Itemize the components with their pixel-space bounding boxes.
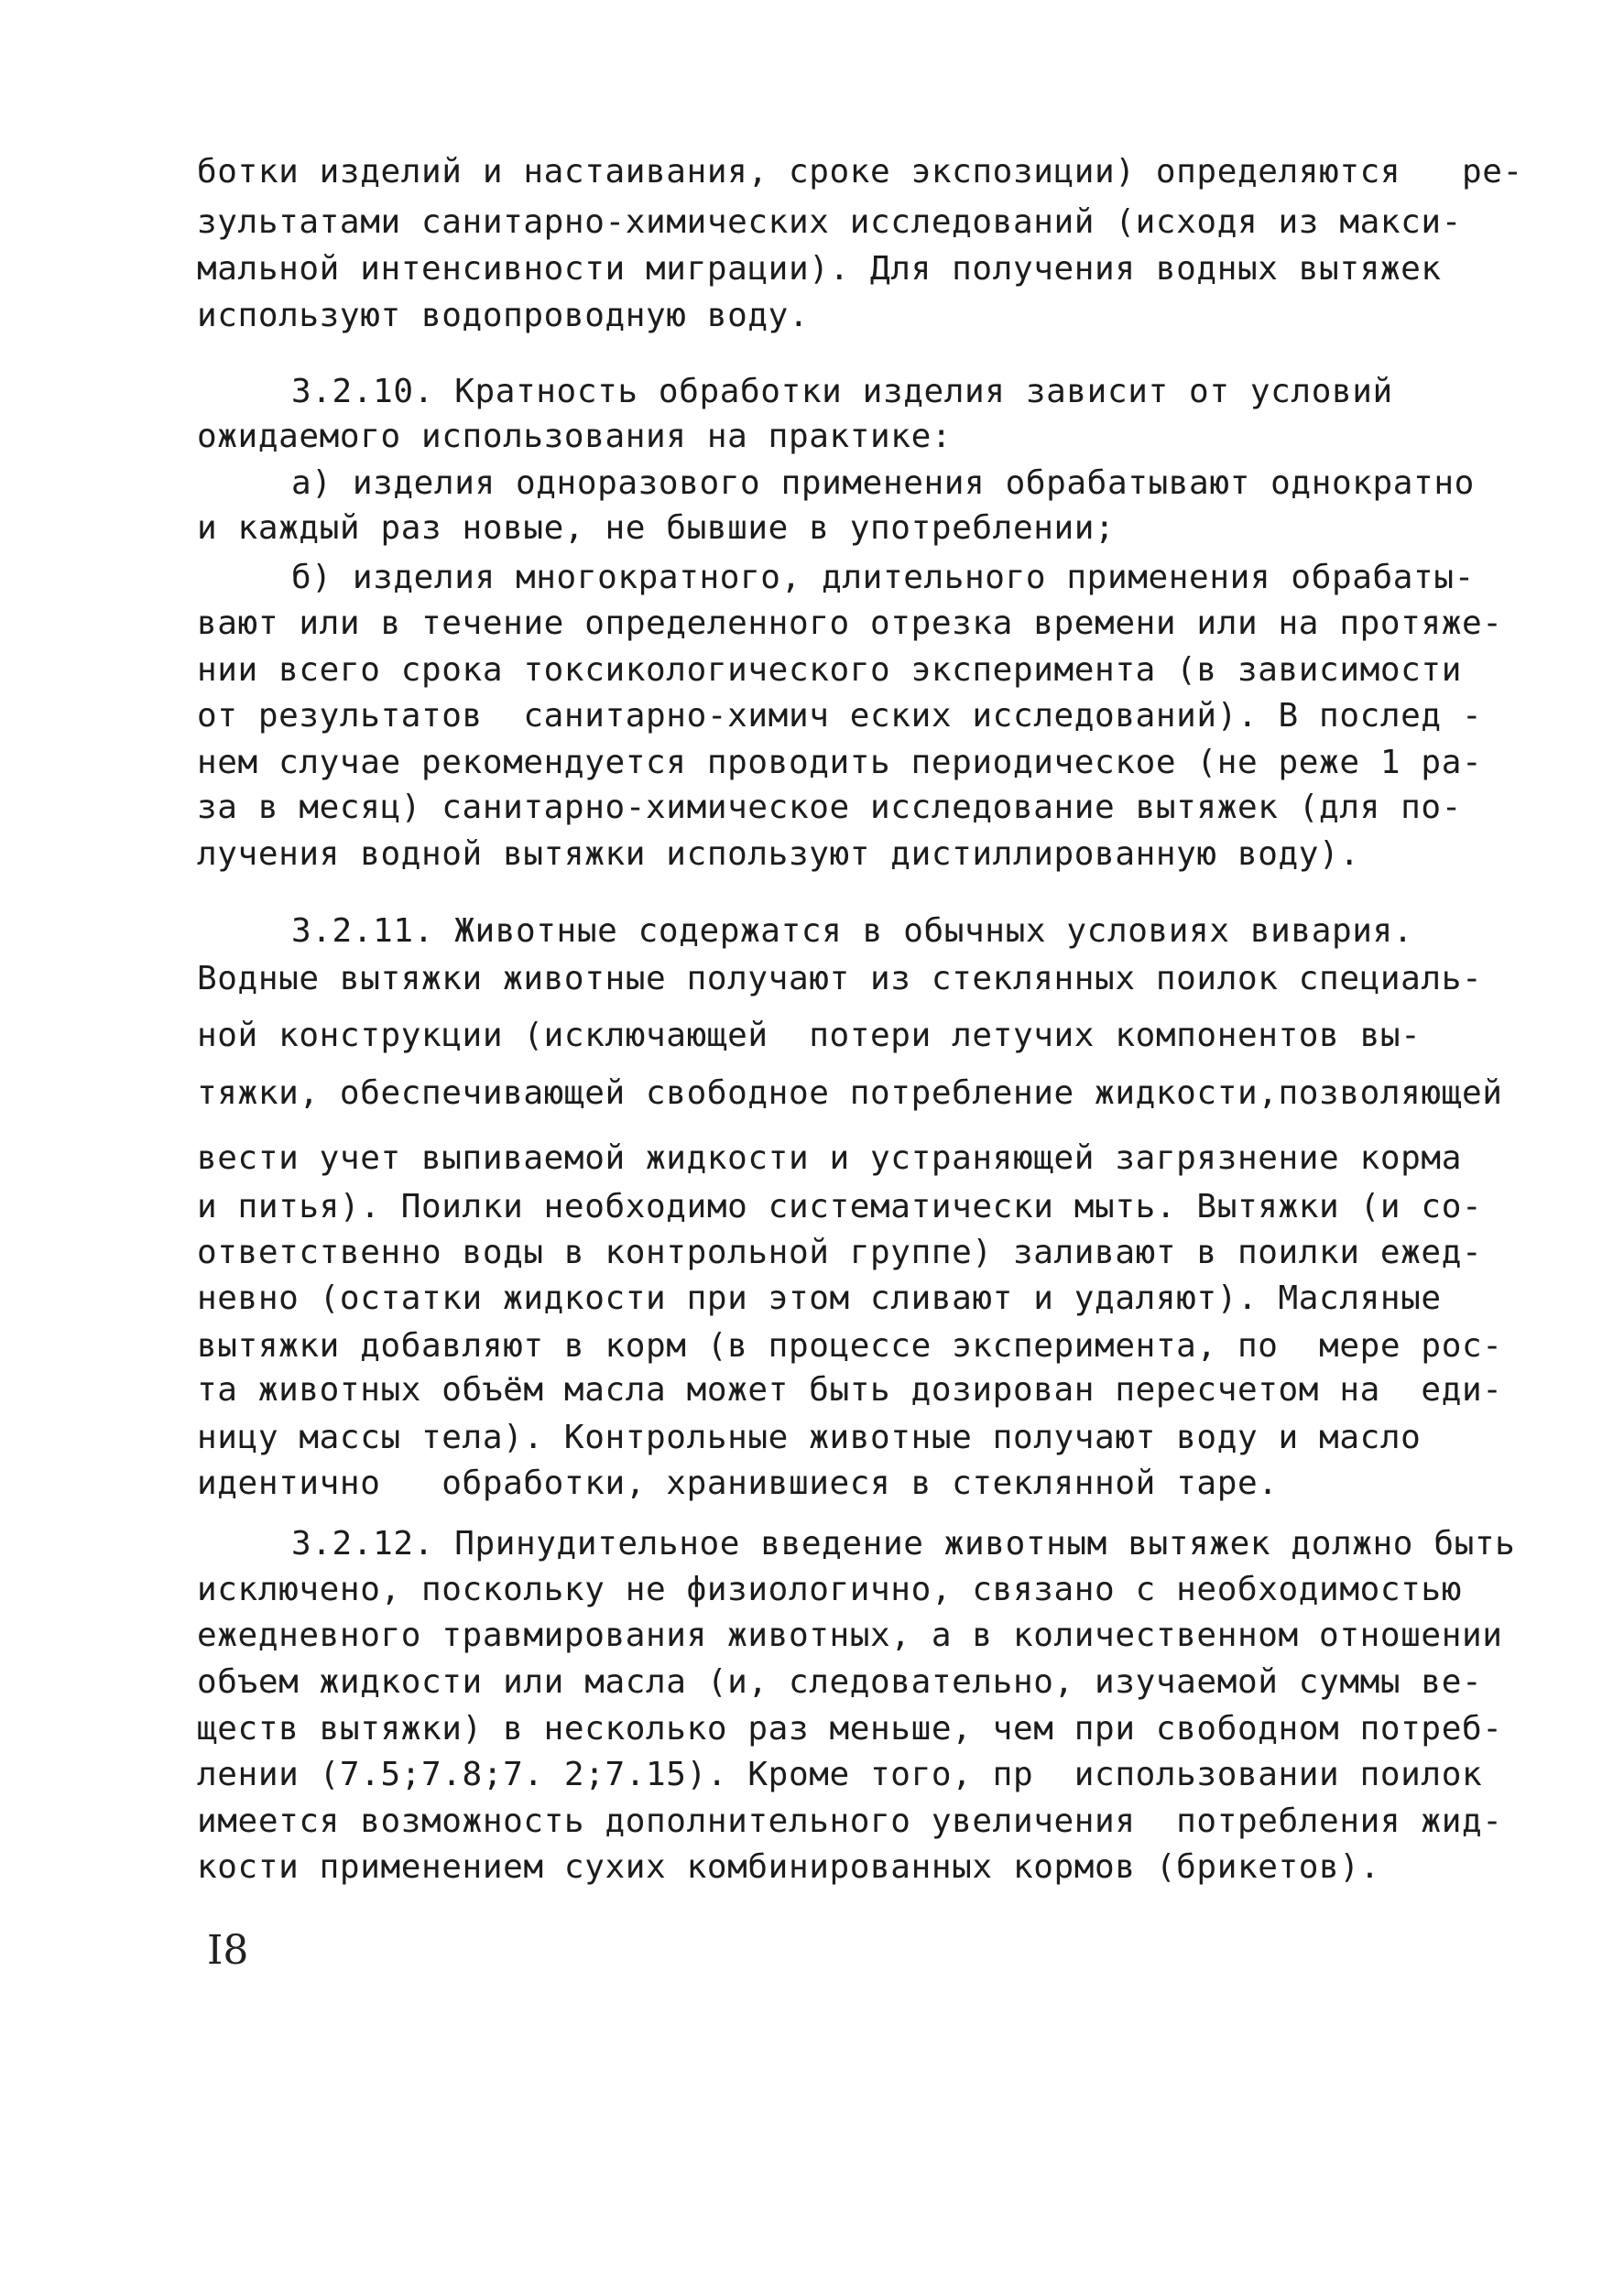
- text-line: лении (7.5;7.8;7. 2;7.15). Кроме того, пр использовании поилок: [197, 1756, 1483, 1793]
- text-line: и каждый раз новые, не бывшие в употреблении;: [197, 509, 1116, 547]
- text-line: нем случае рекомендуется проводить периодическое (не реже 1 ра-: [197, 744, 1483, 781]
- list-item-a: а) изделия одноразового применения обрабатывают однократно: [291, 464, 1475, 502]
- text-line: идентично обработки, хранившиеся в стеклянной таре.: [197, 1465, 1279, 1502]
- section-heading-3-2-10: 3.2.10. Кратность обработки изделия зависит от условий: [291, 373, 1393, 410]
- text-line: зультатами санитарно-химических исследований (исходя из макси-: [197, 203, 1462, 241]
- text-line: вести учет выпиваемой жидкости и устраняющей загрязнение корма: [197, 1139, 1462, 1177]
- text-line: используют водопроводную воду.: [197, 297, 810, 334]
- text-line: за в месяц) санитарно-химическое исследование вытяжек (для по-: [197, 789, 1462, 826]
- text-line: лучения водной вытяжки используют дистиллированную воду).: [197, 835, 1360, 873]
- text-line: ществ вытяжки) в несколько раз меньше, чем при свободном потреб-: [197, 1710, 1503, 1748]
- text-line: невно (остатки жидкости при этом сливают и удаляют). Масляные: [197, 1280, 1442, 1317]
- text-line: ницу массы тела). Контрольные животные получают воду и масло: [197, 1419, 1422, 1456]
- text-line: ожидаемого использования на практике:: [197, 418, 953, 455]
- text-line: та животных объём масла может быть дозирован пересчетом на еди-: [197, 1371, 1503, 1409]
- section-heading-3-2-11: 3.2.11. Животные содержатся в обычных условиях вивария.: [291, 912, 1414, 950]
- text-line: ной конструкции (исключающей потери летучих компонентов вы-: [197, 1017, 1422, 1054]
- text-line: нии всего срока токсикологического эксперимента (в зависимости: [197, 651, 1462, 689]
- text-line: тяжки, обеспечивающей свободное потребление жидкости,позволяющей: [197, 1074, 1503, 1112]
- section-heading-3-2-12: 3.2.12. Принудительное введение животным вытяжек должно быть: [291, 1525, 1516, 1563]
- text-line: вытяжки добавляют в корм (в процессе эксперимента, по мере рос-: [197, 1327, 1503, 1365]
- text-line: от результатов санитарно-химич еских исследований). В послед -: [197, 697, 1483, 735]
- text-line: имеется возможность дополнительного увеличения потребления жид-: [197, 1802, 1503, 1840]
- list-item-b: б) изделия многократного, длительного применения обрабаты-: [291, 559, 1475, 596]
- text-line: исключено, поскольку не физиологично, связано с необходимостью: [197, 1571, 1462, 1608]
- text-line: вают или в течение определенного отрезка времени или на протяже-: [197, 604, 1503, 642]
- text-line: объем жидкости или масла (и, следовательно, изучаемой суммы ве-: [197, 1663, 1483, 1701]
- page-number: I8: [207, 1927, 249, 1974]
- text-line: ответственно воды в контрольной группе) заливают в поилки ежед-: [197, 1234, 1483, 1271]
- text-line: мальной интенсивности миграции). Для получения водных вытяжек: [197, 250, 1442, 288]
- text-line: ежедневного травмирования животных, а в количественном отношении: [197, 1617, 1503, 1654]
- text-line: и питья). Поилки необходимо систематически мыть. Вытяжки (и со-: [197, 1188, 1483, 1225]
- text-line: кости применением сухих комбинированных кормов (брикетов).: [197, 1848, 1380, 1886]
- text-line: ботки изделий и настаивания, сроке экспозиции) определяются ре-: [197, 153, 1523, 191]
- text-line: Водные вытяжки животные получают из стеклянных поилок специаль-: [197, 960, 1483, 997]
